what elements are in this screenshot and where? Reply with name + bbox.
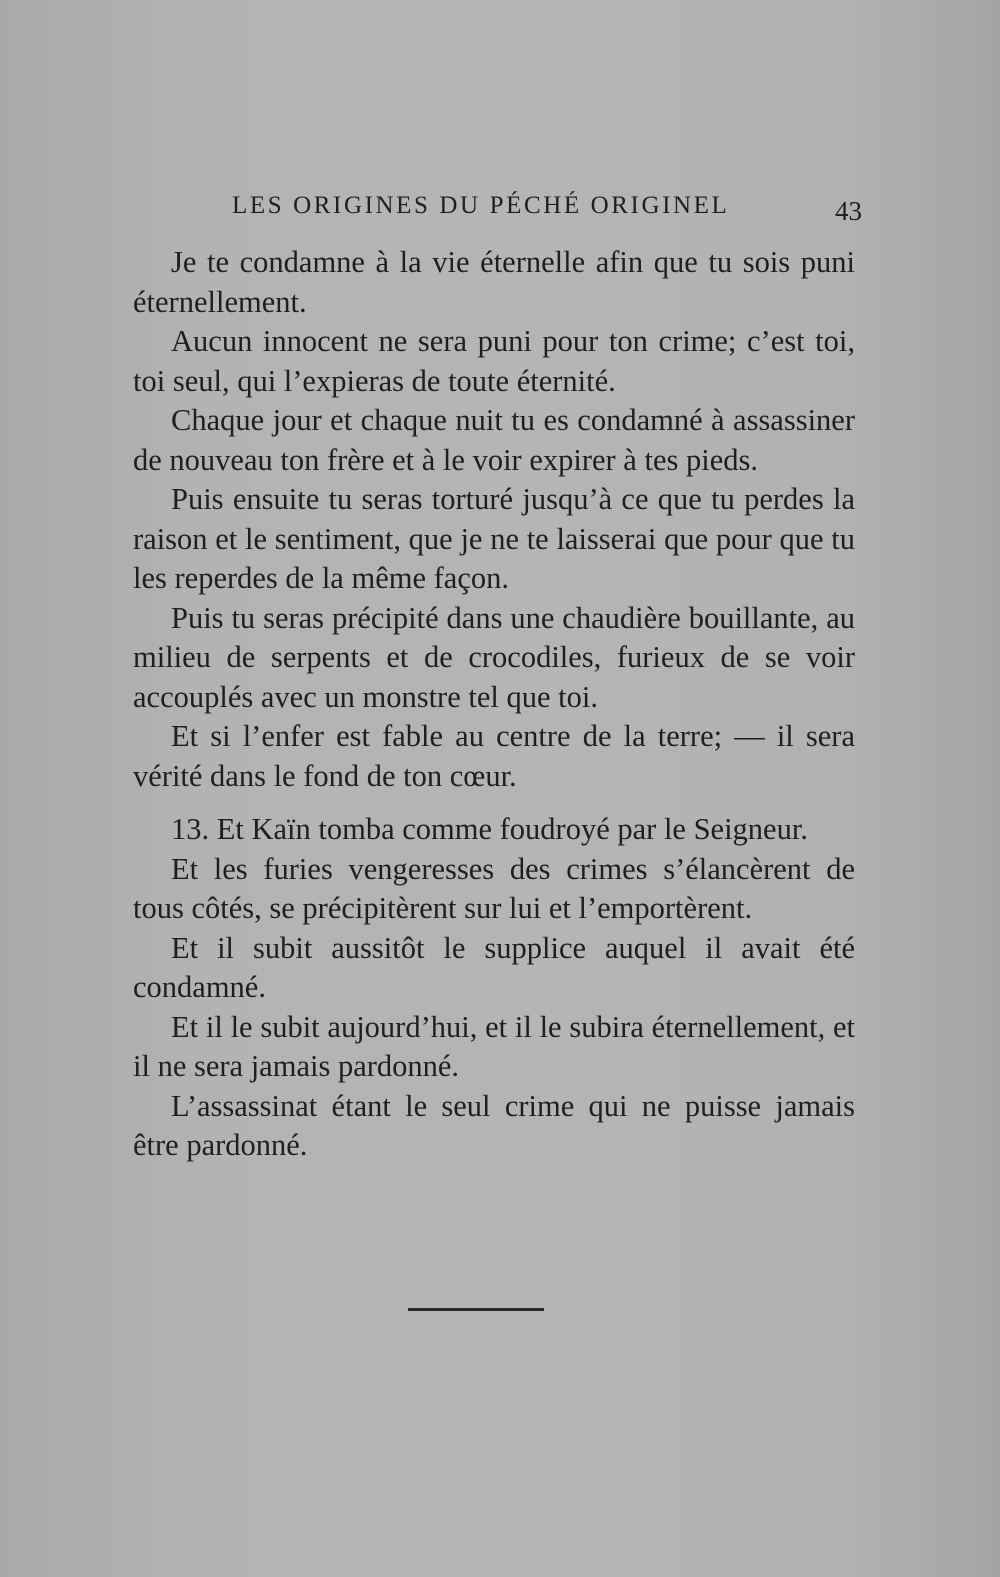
paragraph: L’assassinat étant le seul crime qui ne puisse jamais être pardonné. [133, 1088, 855, 1162]
numbered-paragraph: 13. Et Kaïn tomba comme foudroyé par le Seigneur. [171, 812, 808, 846]
paragraph: Puis tu seras précipité dans une chaudière bouillante, au milieu de serpents et de crocodiles, furieux de se voir accouplés avec un monstre tel que toi. [133, 600, 855, 714]
page-number: 43 [835, 196, 862, 226]
running-title: LES ORIGINES DU PÉCHÉ ORIGINEL [232, 192, 730, 219]
paragraph: Et si l’enfer est fable au centre de la terre; — il sera vérité dans le fond de ton cœur. [133, 719, 855, 793]
paragraph: Aucun innocent ne sera puni pour ton crime; c’est toi, toi seul, qui l’expieras de toute éternité. [133, 324, 855, 398]
paragraph: Chaque jour et chaque nuit tu es condamné à assassiner de nouveau ton frère et à le voir expirer à tes pieds. [133, 403, 855, 477]
closing-rule [408, 1308, 544, 1311]
paragraph: Et les furies vengeresses des crimes s’élancèrent de tous côtés, se précipitèrent sur lui et l’emportèrent. [133, 851, 855, 925]
paragraph: Et il le subit aujourd’hui, et il le subira éternellement, et il ne sera jamais pardonné. [133, 1009, 855, 1083]
body-text [133, 243, 855, 1166]
running-head [232, 192, 862, 232]
paragraph: Je te condamne à la vie éternelle afin que tu sois puni éternellement. [133, 245, 855, 319]
paragraph: Et il subit aussitôt le supplice auquel il avait été condamné. [133, 930, 855, 1004]
paragraph: Puis ensuite tu seras torturé jusqu’à ce que tu perdes la raison et le sentiment, que je ne te laisserai que pour que tu les reperdes de la même façon. [133, 482, 855, 595]
